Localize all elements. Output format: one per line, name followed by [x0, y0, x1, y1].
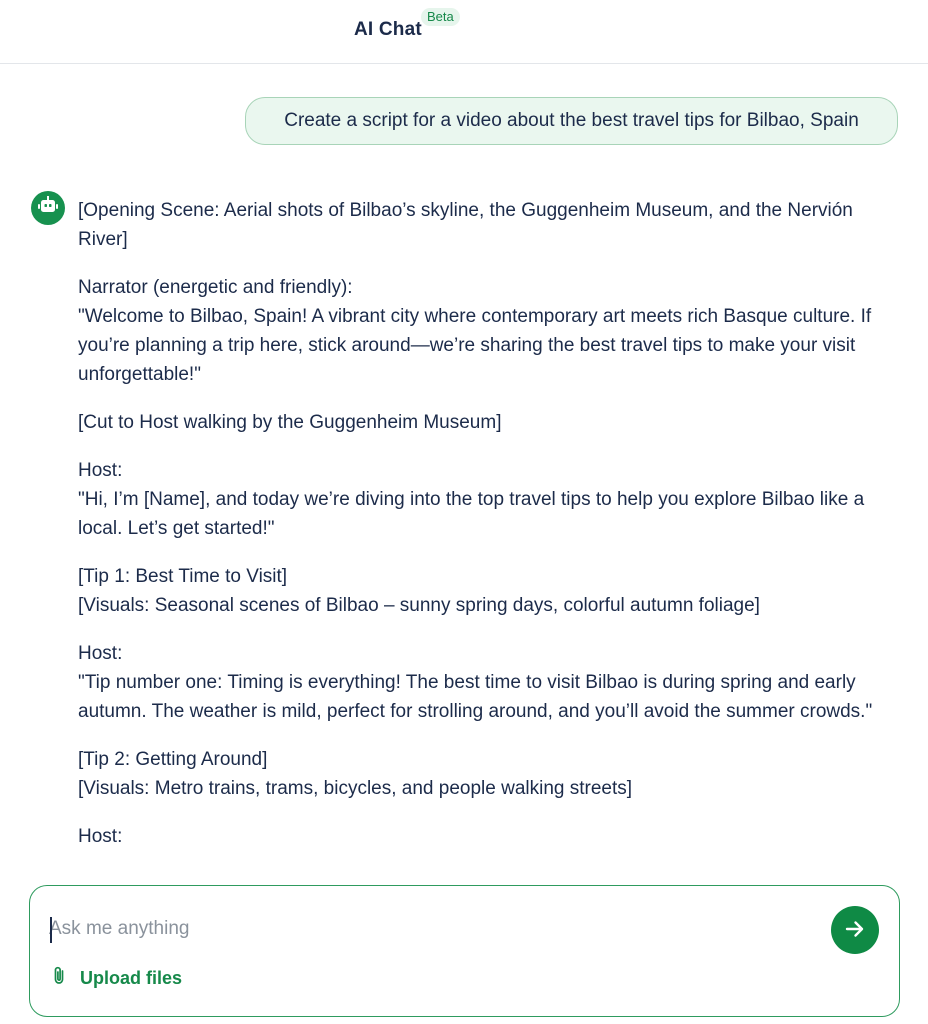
response-line: [Cut to Host walking by the Guggenheim Museum]	[78, 412, 502, 433]
robot-icon	[37, 195, 59, 222]
response-line: Host:	[78, 643, 123, 664]
response-line: [Tip 2: Getting Around]	[78, 749, 268, 770]
response-paragraph	[78, 456, 904, 543]
page-title: AI Chat	[354, 19, 422, 40]
response-line: Host:	[78, 460, 123, 481]
chat-input[interactable]	[49, 912, 809, 946]
response-line: "Welcome to Bilbao, Spain! A vibrant city where contemporary art meets rich Basque culture. If you’re planning a trip here, stick around—we’re sharing the best travel tips to make your visit unforgettable!"	[78, 306, 872, 385]
app-header	[0, 0, 928, 64]
response-paragraph	[78, 639, 904, 726]
response-line: [Opening Scene: Aerial shots of Bilbao’s skyline, the Guggenheim Museum, and the Nervión River]	[78, 200, 853, 250]
response-paragraph	[78, 196, 904, 254]
beta-badge: Beta	[421, 8, 460, 26]
chat-composer	[29, 885, 900, 1017]
response-line: [Visuals: Metro trains, trams, bicycles, and people walking streets]	[78, 778, 633, 799]
upload-files-button[interactable]	[52, 966, 182, 990]
response-line: "Tip number one: Timing is everything! The best time to visit Bilbao is during spring and early autumn. The weather is mild, perfect for strolling around, and you’ll avoid the summer crowds."	[78, 672, 873, 722]
user-message	[245, 97, 898, 145]
arrow-right-icon	[844, 918, 866, 943]
response-line: [Tip 1: Best Time to Visit]	[78, 566, 288, 587]
response-paragraph	[78, 822, 904, 851]
paperclip-icon	[52, 966, 66, 991]
upload-files-label: Upload files	[80, 967, 183, 988]
send-button[interactable]	[831, 906, 879, 954]
assistant-avatar	[31, 191, 65, 225]
response-paragraph	[78, 273, 904, 389]
assistant-response	[78, 196, 904, 864]
text-caret	[50, 917, 52, 943]
response-line: Narrator (energetic and friendly):	[78, 277, 353, 298]
response-paragraph	[78, 408, 904, 437]
response-paragraph	[78, 562, 904, 620]
response-paragraph	[78, 745, 904, 803]
user-message-text: Create a script for a video about the best travel tips for Bilbao, Spain	[284, 110, 859, 131]
response-line: "Hi, I’m [Name], and today we’re diving into the top travel tips to help you explore Bilbao like a local. Let’s get started!"	[78, 489, 865, 539]
response-line: [Visuals: Seasonal scenes of Bilbao – sunny spring days, colorful autumn foliage]	[78, 595, 760, 616]
response-line: Host:	[78, 826, 123, 847]
